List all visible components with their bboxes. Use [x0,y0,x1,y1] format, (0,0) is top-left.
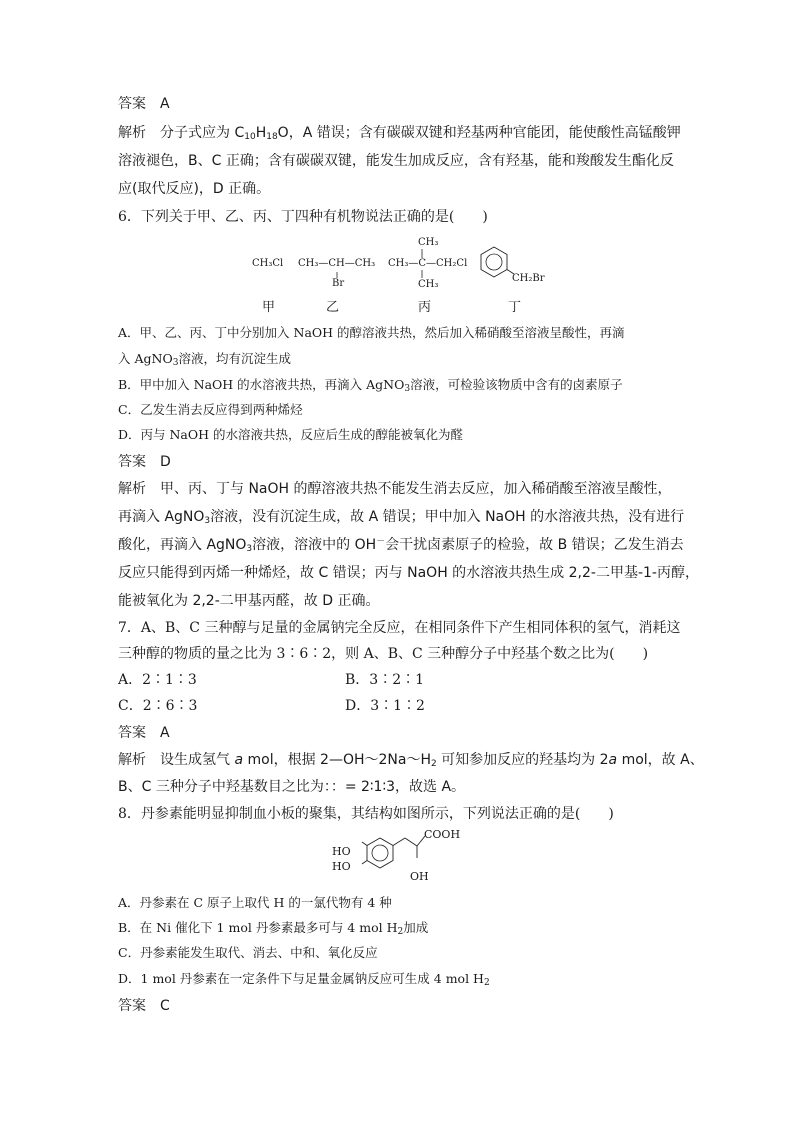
q8-answer-line [118,996,170,1016]
label-yi: 乙 [326,300,340,315]
compound-bing: CH₃—C—CH₂Cl [388,258,468,269]
q7-answer-line [118,723,170,743]
answer-label: 答案 [118,96,146,112]
answer-label: 答案 [118,454,146,470]
q6-analysis-line-1: 解析 甲、丙、丁与 NaOH 的醇溶液共热不能发生消去反应，加入稀硝酸至溶液呈酸性， [118,481,672,497]
label-bing: 丙 [418,300,432,315]
analysis-label: 解析 [118,125,146,141]
q6-option-d: D．丙与 NaOH 的水溶液共热，反应后生成的醇能被氧化为醛 [118,427,464,442]
answer-value: A [160,725,170,741]
q7-option-c: C．2∶6∶3 [118,698,198,714]
q5-analysis-line-1: 解析 分子式应为 $C_{10}H_{18}O$，A 错误；含有碳碳双键和羟基两种官能团，能使酸性高锰酸钾 [118,125,681,142]
q7-option-a: A．2∶1∶3 [118,672,197,688]
q6-option-b: B．甲中加入 NaOH 的水溶液共热，再滴入 AgNO$_3$溶液，可检验该物质中含有的卤素原子 [118,377,623,394]
answer-label: 答案 [118,998,146,1014]
benzene-ring-icon [476,244,516,284]
q6-analysis-line-3: 酸化，再滴入 AgNO$_3$溶液，溶液中的 OH－会干扰卤素原子的检验，故 B 错误；乙发生消去 [118,537,684,554]
struct-ho-1: HO [332,845,351,858]
answer-value: A [160,96,170,112]
q5-analysis-line-3: 应(取代反应)，D 正确。 [118,181,271,197]
struct-ho-2: HO [332,860,351,873]
q8-stem: 8．丹参素能明显抑制血小板的聚集，其结构如图所示，下列说法正确的是( ) [118,806,614,822]
q7-analysis-line-2: B、C 三种分子中羟基数目之比为：：= 2∶1∶3，故选 A。 [118,779,466,795]
q7-stem-line-1: 7．A、B、C 三种醇与足量的金属钠完全反应，在相同条件下产生相同体积的氢气，消耗这 [118,620,681,636]
compound-yi-substituent: Br [332,278,345,289]
compound-yi-bond [300,260,360,280]
q6-answer-line [118,452,171,472]
q6-analysis-line-2: 再滴入 AgNO$_3$溶液，没有沉淀生成，故 A 错误；甲中加入 NaOH 的水溶液共热，没有进行 [118,509,685,526]
q8-option-b: B．在 Ni 催化下 1 mol 丹参素最多可与 4 mol $H_2$加成 [118,920,429,937]
label-ding: 丁 [508,300,522,315]
q8-option-d: D．1 mol 丹参素在一定条件下与足量金属钠反应可生成 4 mol $H_2$ [118,971,490,988]
q7-analysis-line-1: 解析 设生成氢气 a mol，根据 $2—OH\sim 2Na\sim H_2$ 可知参加反应的羟基均为 2a mol，故 A、 [118,752,704,769]
q6-option-a-line-2: 入 AgNO$_3$溶液，均有沉淀生成 [118,351,291,368]
q6-option-a-line-1: A．甲、乙、丙、丁中分别加入 NaOH 的醇溶液共热，然后加入稀硝酸至溶液呈酸性，再滴 [118,325,625,340]
compound-jia: CH₃Cl [252,258,284,269]
q6-option-c: C．乙发生消去反应得到两种烯烃 [118,402,303,417]
compound-ding: CH₂Br [512,273,545,284]
answer-label: 答案 [118,725,146,741]
q8-option-a: A．丹参素在 C 原子上取代 H 的一氯代物有 4 种 [118,895,392,910]
q7-option-d: D．3∶1∶2 [345,698,425,714]
q8-option-c: C．丹参素能发生取代、消去、中和、氧化反应 [118,945,378,960]
q6-analysis-line-5: 能被氧化为 2,2-二甲基丙醛，故 D 正确。 [118,593,380,609]
q5-answer-line [118,94,170,114]
analysis-label: 解析 [118,752,146,768]
compound-yi: CH₃—CH—CH₃ [298,258,376,269]
answer-value: D [160,454,171,470]
analysis-label: 解析 [118,481,146,497]
q7-stem-line-2: 三种醇的物质的量之比为 3∶6∶2，则 A、B、C 三种醇分子中羟基个数之比为( ) [118,646,649,662]
q6-stem: 6．下列关于甲、乙、丙、丁四种有机物说法正确的是( ) [118,209,488,225]
struct-oh: OH [410,870,429,883]
q6-analysis-line-4: 反应只能得到丙烯一种烯烃，故 C 错误；丙与 NaOH 的水溶液共热生成 2,2-二甲基-1-丙醇， [118,565,699,581]
compound-bing-top: CH₃ [418,237,439,248]
q7-option-b: B．3∶2∶1 [345,672,425,688]
q5-analysis-line-2: 溶液褪色，B、C 正确；含有碳碳双键，能发生加成反应，含有羟基，能和羧酸发生酯化反 [118,153,674,169]
struct-cooh: COOH [424,828,461,841]
label-jia: 甲 [262,300,276,315]
answer-value: C [160,998,170,1014]
compound-bing-bottom: CH₃ [418,279,439,290]
